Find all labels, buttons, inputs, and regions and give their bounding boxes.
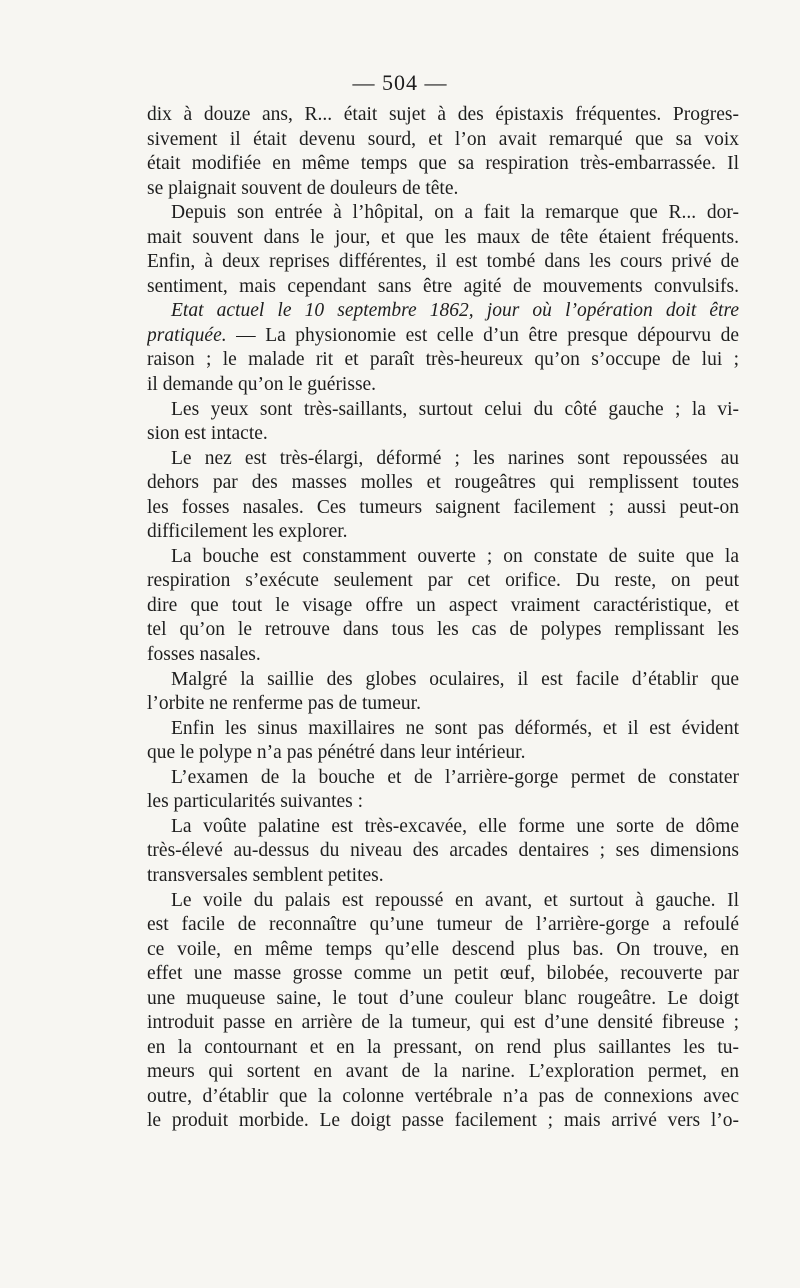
text-line: se plaignait souvent de douleurs de tête. [147,177,459,199]
text-line: il demande qu’on le guérisse. [147,374,377,396]
text-line: sivement il était devenu sourd, et l’on avait remarqué que sa voix [147,128,739,150]
text-line: en la contournant et en la pressant, on rend plus saillantes les tu- [147,1036,739,1058]
text-line: tel qu’on le retrouve dans tous les cas de polypes remplissant les [147,619,739,641]
text-line: effet une masse grosse comme un petit œuf, bilobée, recouverte par [147,963,739,985]
paragraph-start-line: Malgré la saillie des globes oculaires, il est facile d’établir que [171,668,739,690]
text-line: pratiquée. — La physionomie est celle d’un être presque dépourvu de [147,324,739,346]
text-line: l’orbite ne renferme pas de tumeur. [147,693,421,715]
text-line: dehors par des masses molles et rougeâtres qui remplissent toutes [147,472,739,494]
text-line: respiration s’exécute seulement par cet orifice. Du reste, on peut [147,570,739,592]
text-line: meurs qui sortent en avant de la narine. L’exploration permet, en [147,1061,739,1083]
text-line: dire que tout le visage offre un aspect vraiment caractéristique, et [147,594,739,616]
text-line: Enfin, à deux reprises différentes, il est tombé dans les cours privé de [147,251,739,273]
text-line: sentiment, mais cependant sans être agité de mouvements convulsifs. [147,275,739,297]
text-line: raison ; le malade rit et paraît très-heureux qu’on s’occupe de lui ; [147,349,739,371]
text-line: transversales semblent petites. [147,864,384,886]
section-heading-line [147,299,739,324]
paragraph-start-line: La bouche est constamment ouverte ; on constate de suite que la [171,545,739,567]
paragraph-start-line: Le voile du palais est repoussé en avant, et surtout à gauche. Il [171,889,739,911]
text-line: fosses nasales. [147,644,261,666]
text-line: introduit passe en arrière de la tumeur, qui est d’une densité fibreuse ; [147,1012,739,1034]
paragraph-start-line: Depuis son entrée à l’hôpital, on a fait la remarque que R... dor- [171,202,739,224]
section-heading-italic: pratiquée. [147,324,227,346]
paragraph-start-line: Enfin les sinus maxillaires ne sont pas déformés, et il est évident [171,717,739,739]
text-line: ce voile, en même temps qu’elle descend plus bas. On trouve, en [147,938,739,960]
paragraph-start-line: L’examen de la bouche et de l’arrière-gorge permet de constater [171,766,739,788]
page-number: — 504 — [352,70,448,95]
body-text [147,103,739,1134]
text-line: que le polype n’a pas pénétré dans leur intérieur. [147,742,526,764]
text-line: outre, d’établir que la colonne vertébrale n’a pas de connexions avec [147,1085,739,1107]
section-heading-italic: Etat actuel le 10 septembre 1862, jour où l’opération doit être [171,300,739,322]
paragraph-start-line: Le nez est très-élargi, déformé ; les narines sont repoussées au [171,447,739,469]
text-line: le produit morbide. Le doigt passe facilement ; mais arrivé vers l’o- [147,1110,739,1132]
paragraph-start-line: La voûte palatine est très-excavée, elle forme une sorte de dôme [171,815,739,837]
text-line: une muqueuse saine, le tout d’une couleur blanc rougeâtre. Le doigt [147,987,739,1009]
text-line: très-élevé au-dessus du niveau des arcades dentaires ; ses dimensions [147,840,739,862]
text-line: est facile de reconnaître qu’une tumeur de l’arrière-gorge a refoulé [147,914,739,936]
text-line: les fosses nasales. Ces tumeurs saignent facilement ; aussi peut-on [147,496,739,518]
text-line: mait souvent dans le jour, et que les maux de tête étaient fréquents. [147,226,739,248]
paragraph-start-line: Les yeux sont très-saillants, surtout celui du côté gauche ; la vi- [171,398,739,420]
text-line: les particularités suivantes : [147,791,364,813]
text-line: était modifiée en même temps que sa respiration très-embarrassée. Il [147,153,739,175]
text-line: sion est intacte. [147,423,268,445]
text-line: dix à douze ans, R... était sujet à des épistaxis fréquentes. Progres- [147,104,739,125]
text-line: difficilement les explorer. [147,521,348,543]
